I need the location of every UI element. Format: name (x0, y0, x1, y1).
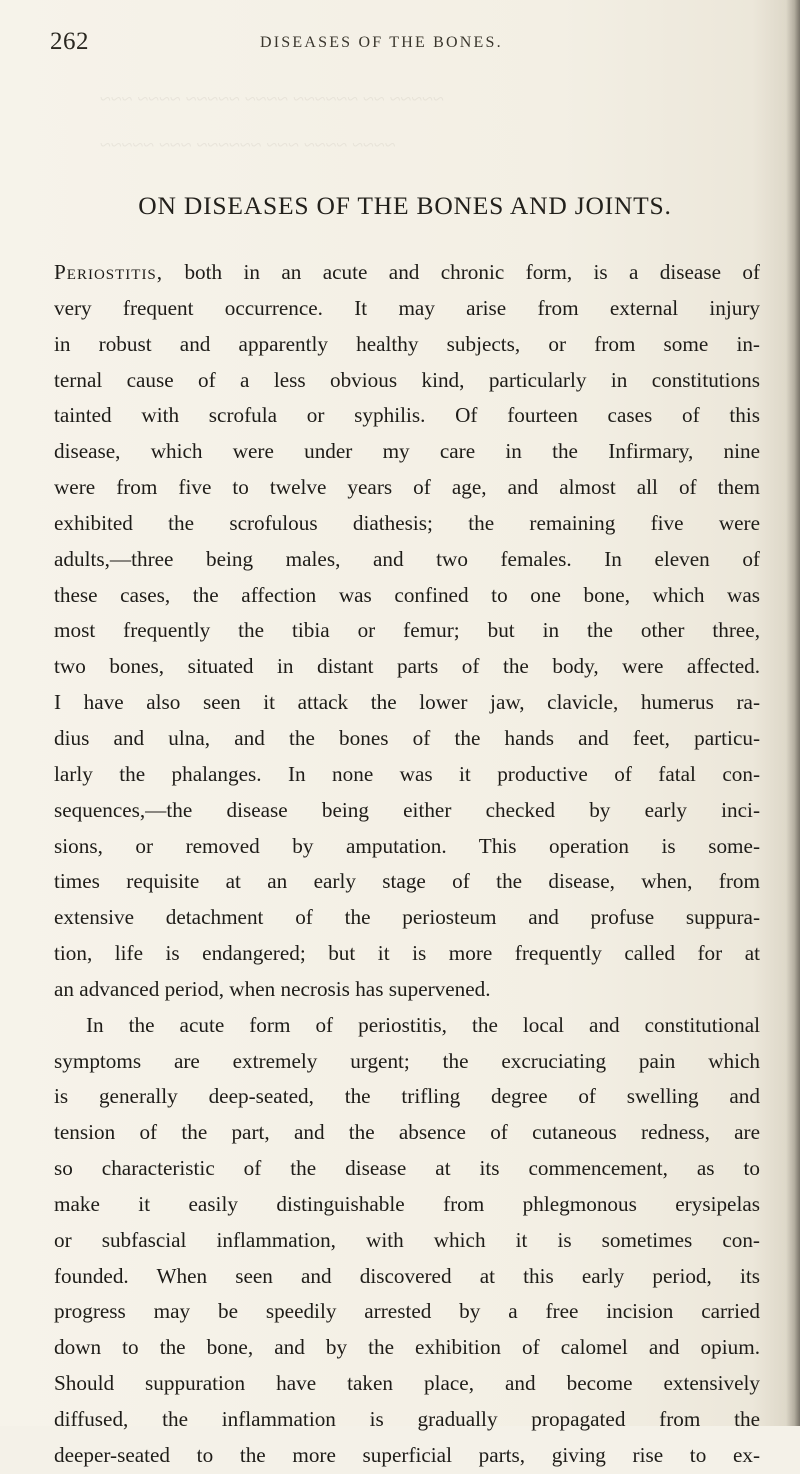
line-text: tion, life is endangered; but it is more frequently called for at (54, 941, 760, 966)
line-text: symptoms are extremely urgent; the excruciating pain which (54, 1048, 760, 1073)
line-text: very frequent occurrence. It may arise from external injury (54, 295, 760, 320)
line-text: tension of the part, and the absence of cutaneous redness, are (54, 1120, 760, 1145)
text-line (54, 542, 760, 578)
text-line (54, 1223, 760, 1259)
line-text: ternal cause of a less obvious kind, particularly in constitutions (54, 367, 760, 392)
text-line (54, 649, 760, 685)
line-text: is generally deep-seated, the trifling degree of swelling and (54, 1084, 760, 1109)
show-through-text: ~~~~~ ~~~ ~~~~~~ ~~~ ~~~~ ~~~~ (100, 133, 396, 155)
text-line (54, 1438, 760, 1474)
line-text: progress may be speedily arrested by a free incision carried (54, 1299, 760, 1324)
text-line (54, 1259, 760, 1295)
line-text: were from five to twelve years of age, and almost all of them (54, 475, 760, 500)
line-text: dius and ulna, and the bones of the hands and feet, particu- (54, 725, 760, 750)
text-line (54, 793, 760, 829)
text-line (54, 1115, 760, 1151)
line-text: two bones, situated in distant parts of the body, were affected. (54, 654, 760, 679)
text-line (54, 864, 760, 900)
line-text: larly the phalanges. In none was it productive of fatal con- (54, 761, 760, 786)
line-text: most frequently the tibia or femur; but in the other three, (54, 618, 760, 643)
line-text: or subfascial inflammation, with which it is sometimes con- (54, 1227, 760, 1252)
text-line (54, 613, 760, 649)
text-line (54, 1402, 760, 1438)
line-text: tainted with scrofula or syphilis. Of fourteen cases of this (54, 403, 760, 428)
line-text: In the acute form of periostitis, the local and constitutional (86, 1012, 760, 1037)
text-line (54, 1008, 760, 1044)
line-text: both in an acute and chronic form, is a disease of (163, 260, 760, 284)
text-line (54, 1151, 760, 1187)
line-text: in robust and apparently healthy subjects, or from some in- (54, 331, 760, 356)
text-line (54, 1044, 760, 1080)
text-line (54, 434, 760, 470)
text-line (54, 327, 760, 363)
line-text: make it easily distinguishable from phlegmonous erysipelas (54, 1191, 760, 1216)
line-text: diffused, the inflammation is gradually propagated from the (54, 1407, 760, 1431)
line-text: so characteristic of the disease at its commencement, as to (54, 1156, 760, 1181)
section-heading: ON DISEASES OF THE BONES AND JOINTS. (138, 191, 672, 220)
text-line (54, 757, 760, 793)
body-text (54, 255, 760, 1474)
line-text: exhibited the scrofulous diathesis; the remaining five were (54, 510, 760, 535)
running-head (50, 28, 760, 60)
page-number: 262 (50, 28, 89, 55)
text-line (54, 1079, 760, 1115)
line-text: these cases, the affection was confined to one bone, which was (54, 582, 760, 607)
text-line (54, 685, 760, 721)
text-line (54, 900, 760, 936)
line-text: down to the bone, and by the exhibition of calomel and opium. (54, 1335, 760, 1360)
text-line (54, 1366, 760, 1402)
line-text: Should suppuration have taken place, and become extensively (54, 1371, 760, 1396)
line-text: an advanced period, when necrosis has supervened. (54, 976, 491, 1001)
paragraph-lead-word: Periostitis, (54, 260, 164, 284)
text-line (54, 291, 760, 327)
text-line (54, 506, 760, 542)
text-line (54, 398, 760, 434)
text-line (54, 363, 760, 399)
line-text: disease, which were under my care in the Infirmary, nine (54, 439, 760, 464)
text-line (54, 578, 760, 614)
line-text: founded. When seen and discovered at this early period, its (54, 1263, 760, 1288)
running-title: DISEASES OF THE BONES. (260, 34, 503, 51)
text-line (54, 721, 760, 757)
line-text: adults,—three being males, and two females. In eleven of (54, 546, 760, 571)
line-text: deeper-seated to the more superficial parts, giving rise to ex- (54, 1442, 760, 1467)
text-line (54, 255, 760, 291)
line-text: extensive detachment of the periosteum and profuse suppura- (54, 905, 760, 930)
line-text: times requisite at an early stage of the disease, when, from (54, 869, 760, 894)
text-line (54, 1294, 760, 1330)
line-text: sequences,—the disease being either checked by early inci- (54, 797, 760, 822)
line-text: sions, or removed by amputation. This operation is some- (54, 833, 760, 858)
text-line (54, 1330, 760, 1366)
text-line (54, 829, 760, 865)
text-line (54, 1187, 760, 1223)
text-line (54, 470, 760, 506)
show-through-text: ~~~ ~~~~ ~~~~~ ~~~~ ~~~~~~ ~~ ~~~~~ (100, 87, 444, 109)
page-edge-shadow (786, 0, 800, 1426)
text-line (54, 936, 760, 972)
text-line (54, 972, 760, 1008)
line-text: I have also seen it attack the lower jaw, clavicle, humerus ra- (54, 690, 760, 715)
